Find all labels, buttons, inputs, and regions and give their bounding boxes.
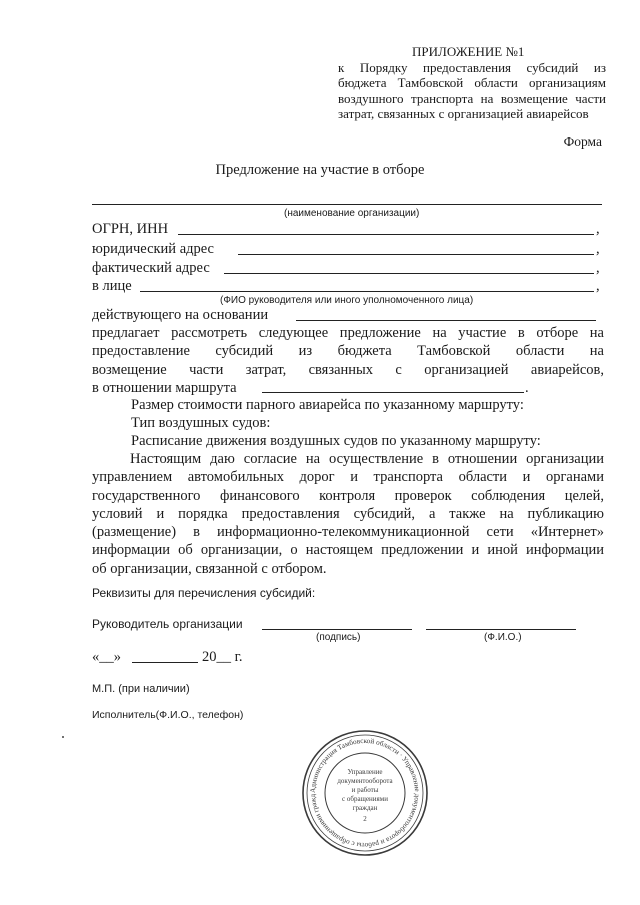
person-line[interactable] <box>140 291 594 292</box>
text-line: информации об организации, о настоящем предложении и иной информации <box>92 542 604 559</box>
comma: , <box>596 260 600 276</box>
legal-address-line[interactable] <box>238 254 594 255</box>
text-line: (размещение) в информационно-телекоммуникационной сети «Интернет» <box>92 524 604 541</box>
person-caption: (ФИО руководителя или иного уполномоченного лица) <box>220 295 474 306</box>
actual-address-line[interactable] <box>224 273 594 274</box>
executor-label: Исполнитель(Ф.И.О., телефон) <box>92 709 244 721</box>
seal-label: М.П. (при наличии) <box>92 683 190 695</box>
date-year: 20__ г. <box>202 649 243 665</box>
cost-label: Размер стоимости парного авиарейса по указанному маршруту: <box>131 397 524 413</box>
stamp-graphic <box>300 728 430 858</box>
appendix-line: бюджета Тамбовской области организациям <box>338 75 606 90</box>
route-label: в отношении маршрута <box>92 380 237 396</box>
org-name-line[interactable] <box>92 204 602 205</box>
text-line: возмещение части затрат, связанных с организацией авиарейсов, <box>92 361 604 378</box>
stamp-center-line: граждан <box>352 804 378 812</box>
text-line: условий и порядка предоставления субсидий, а также на публикацию <box>92 505 604 522</box>
comma: , <box>596 241 600 257</box>
date-day: «__» <box>92 649 121 665</box>
date-month-line[interactable] <box>132 662 198 663</box>
registration-stamp <box>300 728 430 858</box>
text-line: государственного финансового контроля проверок соблюдения целей, <box>92 487 604 504</box>
stamp-center-line: Управление <box>347 768 383 776</box>
appendix-line: затрат, связанных с организацией авиарейсов <box>338 106 589 121</box>
fio-caption: (Ф.И.О.) <box>484 632 522 643</box>
requisites-label: Реквизиты для перечисления субсидий: <box>92 586 316 600</box>
actual-address-label: фактический адрес <box>92 260 210 276</box>
consent-paragraph <box>92 450 604 578</box>
signature-caption: (подпись) <box>316 632 361 643</box>
appendix-line: к Порядку предоставления субсидий из <box>338 59 606 75</box>
appendix-line: воздушного транспорта на возмещение части <box>338 90 606 106</box>
text-line: управлением автомобильных дорог и транспорта области и органами <box>92 469 604 486</box>
comma: , <box>596 221 600 237</box>
appendix-block <box>338 44 606 122</box>
stamp-center-number: 2 <box>363 815 367 823</box>
document-title: Предложение на участие в отборе <box>215 162 425 178</box>
route-line[interactable] <box>262 392 524 393</box>
ogrn-label: ОГРН, ИНН <box>92 221 169 237</box>
legal-address-label: юридический адрес <box>92 241 214 257</box>
signature-line[interactable] <box>262 629 412 630</box>
stamp-center-line: документооборота <box>337 777 393 785</box>
basis-line[interactable] <box>296 320 596 321</box>
schedule-label: Расписание движения воздушных судов по указанному маршруту: <box>131 433 541 449</box>
fio-line[interactable] <box>426 629 576 630</box>
proposal-paragraph <box>92 324 604 379</box>
period: . <box>525 380 529 396</box>
head-label: Руководитель организации <box>92 617 243 631</box>
margin-dot <box>62 736 64 738</box>
org-name-caption: (наименование организации) <box>284 208 420 219</box>
stamp-center-line: с обращениями <box>342 795 388 803</box>
stamp-center-line: и работы <box>351 786 379 794</box>
ogrn-input-line[interactable] <box>178 234 594 235</box>
comma: , <box>596 278 600 294</box>
aircraft-label: Тип воздушных судов: <box>131 415 271 431</box>
text-line: предлагает рассмотреть следующее предложение на участие в отборе на <box>92 325 604 341</box>
text-line: об организации, связанной с отбором. <box>92 560 327 577</box>
appendix-title: ПРИЛОЖЕНИЕ №1 <box>412 44 525 59</box>
text-line: предоставление субсидий из бюджета Тамбовской области на <box>92 343 604 360</box>
basis-label: действующего на основании <box>92 307 269 323</box>
form-label: Форма <box>563 134 602 149</box>
stamp-ring-text: Администрация Тамбовской области · Управление документооборота и работы с обращениями гражд <box>308 736 422 850</box>
person-label: в лице <box>92 278 132 294</box>
text-line: Настоящим даю согласие на осуществление в отношении организации <box>130 451 604 467</box>
